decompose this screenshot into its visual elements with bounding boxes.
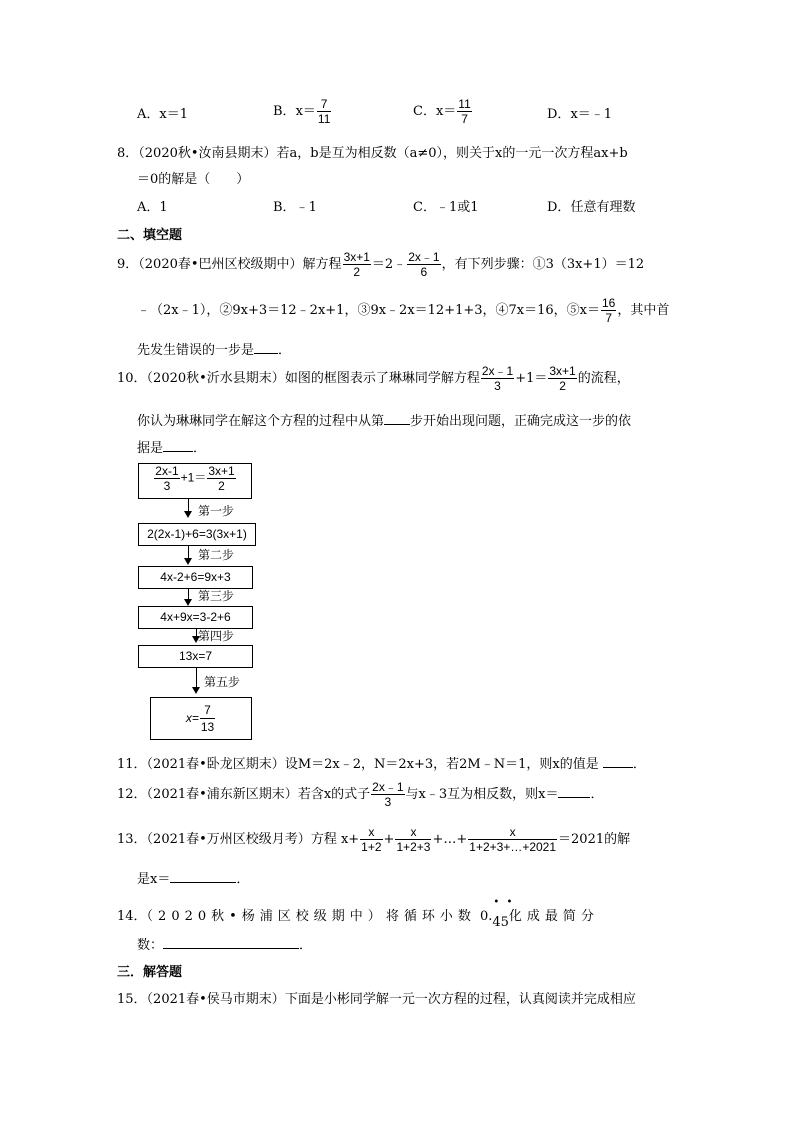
numerator: 2x﹣1: [372, 780, 404, 794]
question-number: 10．: [117, 371, 147, 386]
fraction: [601, 296, 616, 325]
denominator: 1+2+3+…+2021: [469, 840, 557, 854]
question-number: 9．: [117, 257, 139, 272]
question-text: 的流程，: [577, 371, 630, 386]
equation-text: 方程 x+: [310, 832, 360, 847]
flow-arrowhead: [184, 558, 192, 565]
option-label: B．: [273, 104, 296, 119]
numerator: 3x+1: [549, 364, 576, 378]
fraction: [207, 464, 235, 493]
punctuation: ．: [632, 757, 646, 772]
flow-arrowhead: [184, 599, 192, 606]
q9-line2: [137, 296, 669, 325]
punctuation: ．: [193, 441, 207, 456]
flow-arrow: [196, 667, 197, 688]
denominator: 3: [163, 479, 171, 493]
question-text: 设M＝2x﹣2，N＝2x+3，若2M﹣N＝1，则x的值是: [284, 757, 599, 772]
fraction: [343, 250, 371, 279]
denominator: 3: [494, 379, 501, 393]
numerator: 7: [317, 97, 331, 112]
fraction: [200, 702, 215, 735]
numerator: 2x﹣1: [481, 364, 514, 378]
denominator: 6: [420, 265, 428, 279]
q8-option-b: [273, 196, 317, 215]
flow-arrowhead: [184, 511, 192, 518]
numerator: 2x-1: [155, 464, 179, 478]
question-source: （2021春•侯马市期末）: [146, 992, 285, 1007]
answer-blank[interactable]: [254, 341, 278, 354]
numerator: x: [468, 825, 557, 840]
fraction: [317, 97, 331, 126]
question-text: 数：: [137, 938, 164, 953]
option-label: C．: [413, 200, 436, 215]
question-text: ﹣（2x﹣1），②9x+3＝12﹣2x+1，③9x﹣2x＝12+1+3，④7x＝16，⑤x＝: [137, 303, 600, 318]
punctuation: ．: [590, 787, 604, 802]
question-number: 8．: [117, 146, 139, 161]
option-label: D．: [547, 107, 571, 122]
flow-arrowhead: [192, 687, 200, 694]
numerator: x: [360, 825, 382, 840]
question-text: 是x＝: [137, 872, 171, 887]
q9-line3: [137, 339, 291, 358]
question-text: 下面是小彬同学解一元一次方程的过程，认真阅读并完成相应: [284, 992, 636, 1007]
denominator: 3: [384, 795, 392, 809]
repeating-digits: 45: [492, 915, 509, 930]
q14-line1: [117, 897, 599, 930]
fraction: [481, 364, 514, 393]
question-text: ，有下列步骤：①3（3x+1）＝12: [441, 257, 645, 272]
option-text: ﹣1或1: [435, 200, 479, 215]
question-text: 先发生错误的一步是: [137, 343, 255, 358]
q7-option-c: [413, 97, 473, 126]
answer-blank[interactable]: [603, 755, 633, 768]
flow-step-label: 第二步: [198, 548, 235, 562]
question-number: 14．: [117, 909, 147, 924]
flow-step-label: 第五步: [204, 675, 241, 689]
option-label: C．: [413, 104, 436, 119]
denominator: 2: [218, 479, 225, 493]
answer-blank[interactable]: [170, 870, 236, 883]
question-source: （2021春•浦东新区期末）: [146, 787, 298, 802]
q7-option-d: [547, 103, 612, 122]
q8-line2: ＝0的解是（ ）: [137, 172, 250, 187]
punctuation: ．: [278, 343, 292, 358]
question-text: ，其中首: [617, 303, 670, 318]
denominator: 13: [200, 720, 215, 735]
fraction: [548, 364, 576, 393]
flow-box-step0: [138, 463, 252, 499]
option-text: 任意有理数: [570, 200, 636, 215]
question-text: 据是: [137, 441, 164, 456]
q13-line2: [137, 868, 249, 887]
answer-blank[interactable]: [163, 936, 299, 949]
answer-blank[interactable]: [163, 439, 193, 452]
fraction: [407, 250, 440, 279]
option-text: x＝﹣1: [570, 107, 613, 122]
flow-box-step4: 13x=7: [138, 645, 253, 668]
option-label: B．: [273, 200, 296, 215]
section-heading-solve: 三．解答题: [117, 965, 183, 980]
option-text: ﹣1: [295, 200, 317, 215]
fraction: [468, 825, 557, 854]
question-text: 步开始出现问题，正确完成这一步的依: [410, 414, 632, 429]
question-source: （2020春•巴州区校级期中）: [138, 257, 303, 272]
section-heading-fill-blank: 二、填空题: [117, 228, 183, 243]
q12-line: [117, 780, 603, 809]
q7-option-a: [137, 103, 188, 122]
flow-box-step2: 4x-2+6=9x+3: [138, 566, 253, 589]
punctuation: ．: [299, 938, 313, 953]
question-number: 11．: [117, 757, 147, 772]
fraction: [457, 97, 471, 126]
denominator: 2: [559, 379, 566, 393]
decimal-integer-part: 0.: [479, 909, 493, 924]
fraction: [371, 780, 404, 809]
q10-line1: [117, 364, 630, 393]
question-text: 将循环小数: [385, 909, 476, 924]
repeating-decimal: [492, 897, 515, 930]
option-text: x＝1: [159, 107, 188, 122]
fraction: [395, 825, 431, 854]
q15-line1: [117, 988, 636, 1007]
numerator: 16: [602, 296, 616, 310]
denominator: 7: [605, 311, 613, 325]
denominator: 7: [461, 112, 468, 126]
question-number: 12．: [117, 787, 147, 802]
q9-line1: [117, 250, 644, 279]
option-text: x＝: [435, 104, 457, 119]
equation-text: x=: [185, 711, 199, 725]
question-text: 与x﹣3互为相反数，则x＝: [405, 787, 559, 802]
flow-box-step3: 4x+9x=3-2+6: [138, 606, 253, 629]
flow-arrow: [188, 498, 189, 512]
question-text: 若a，b是互为相反数（a≠0），则关于x的一元一次方程ax+b: [276, 146, 628, 161]
denominator: 1+2+3: [396, 840, 431, 854]
numerator: 7: [200, 702, 215, 719]
q8-line1: [117, 142, 628, 161]
question-source: （2021春•万州区校级月考）: [146, 832, 311, 847]
flow-step-label: 第三步: [198, 589, 235, 603]
question-text: 若含x的式子: [297, 787, 371, 802]
option-text: x＝: [295, 104, 316, 119]
question-source: （2021春•卧龙区期末）: [146, 757, 285, 772]
denominator: 2: [353, 265, 361, 279]
numerator: 3x+1: [343, 250, 370, 264]
question-text: 你认为琳琳同学在解这个方程的过程中从第: [137, 414, 385, 429]
denominator: 11: [317, 112, 331, 126]
q14-line2: [137, 934, 312, 953]
q8-option-a: [137, 196, 168, 215]
question-number: 13．: [117, 832, 147, 847]
equation-text: +1＝: [180, 470, 207, 485]
question-number: 15．: [117, 992, 147, 1007]
numerator: 3x+1: [208, 464, 235, 478]
question-source: （2020秋•沂水县期末）: [146, 371, 285, 386]
fraction: [360, 825, 382, 854]
equation-text: ＝2﹣: [371, 257, 407, 272]
question-text: 化成最简分: [508, 909, 599, 924]
question-text: 如图的框图表示了琳琳同学解方程: [284, 371, 480, 386]
q13-line1: 13．（2021春•万州区校级月考）方程 x+ $\frac{x}{1+2}$ + $\frac{x}{1+2+3}$ +…+ $\frac{x}{1+2+3+\dots+2021}$ ＝2021的解: [117, 825, 631, 854]
question-text: 解方程: [302, 257, 342, 272]
fraction: [154, 464, 179, 493]
answer-blank[interactable]: [384, 412, 410, 425]
flow-box-step5: [150, 697, 252, 740]
denominator: 1+2: [361, 840, 382, 854]
flow-arrow: [188, 545, 189, 559]
option-label: A．: [137, 107, 160, 122]
option-text: 1: [159, 200, 168, 215]
q10-line2: [137, 410, 631, 429]
q8-option-c: [413, 196, 479, 215]
numerator: x: [395, 825, 431, 840]
numerator: 2x﹣1: [408, 250, 440, 264]
equation-text: ＝2021的解: [558, 832, 631, 847]
question-source: （2020秋•杨浦区校级期中）: [146, 909, 386, 924]
q7-option-b: [273, 97, 332, 126]
numerator: 11: [458, 97, 471, 111]
repeat-dots: • •: [493, 897, 515, 908]
punctuation: ．: [236, 872, 250, 887]
answer-blank[interactable]: [558, 785, 590, 798]
option-label: A．: [137, 200, 160, 215]
q11-line: [117, 753, 646, 772]
flow-step-label: 第四步: [198, 629, 235, 643]
equation-text: +…+: [432, 832, 468, 847]
equation-text: +1＝: [515, 371, 548, 386]
q8-option-d: [547, 196, 635, 215]
flow-box-step1: 2(2x-1)+6=3(3x+1): [138, 523, 256, 546]
q10-line3: [137, 437, 206, 456]
flow-step-label: 第一步: [198, 504, 235, 518]
question-source: （2020秋•汝南县期末）: [138, 146, 277, 161]
option-label: D．: [547, 200, 571, 215]
